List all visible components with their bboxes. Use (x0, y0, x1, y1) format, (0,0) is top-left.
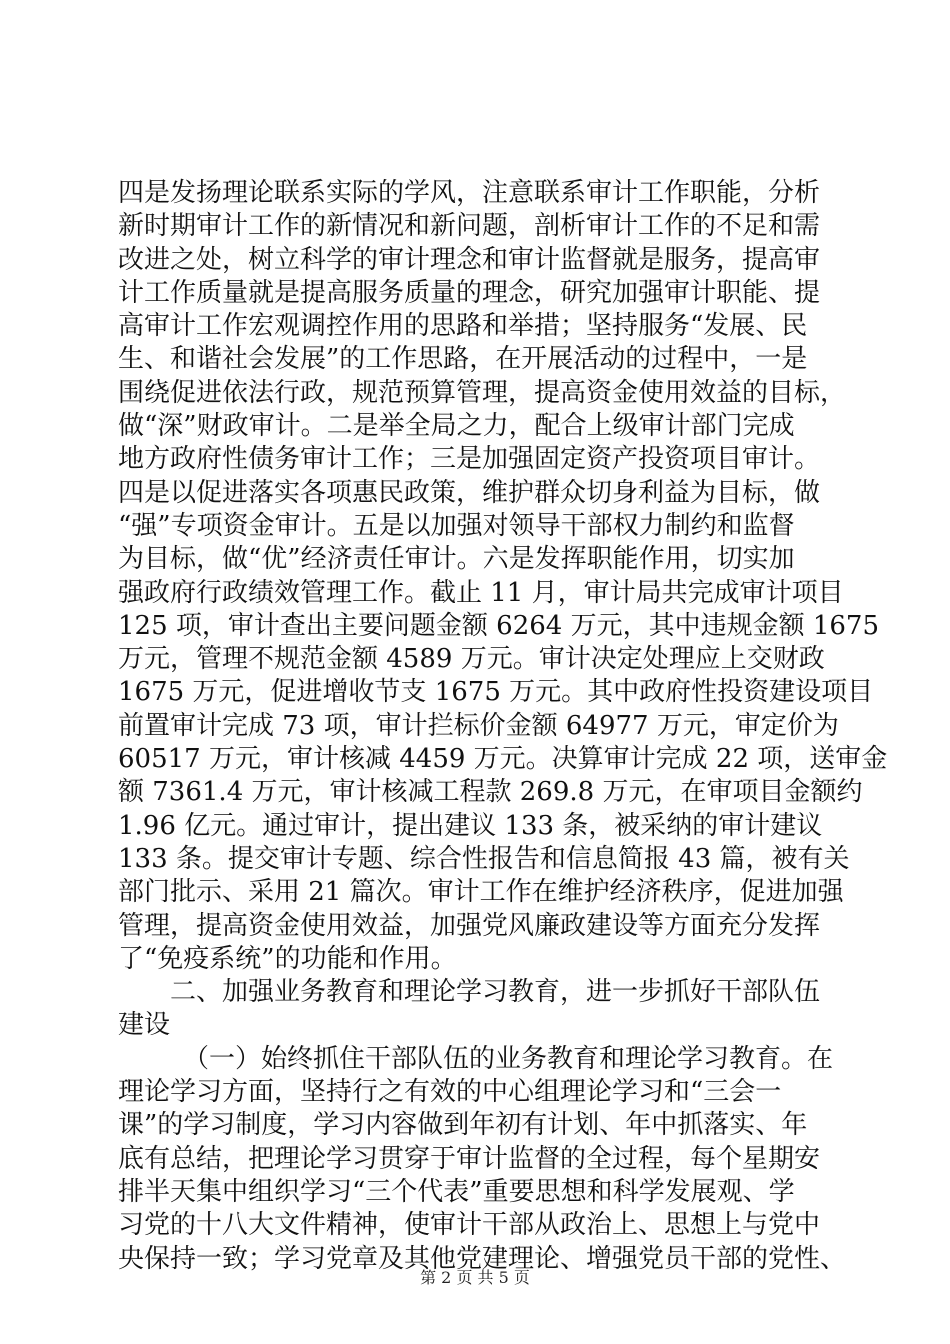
text-line: 为目标，做“优”经济责任审计。六是发挥职能作用，切实加 (118, 544, 795, 575)
text-line: 排半天集中组织学习“三个代表”重要思想和科学发展观、学 (118, 1176, 795, 1207)
body-text (118, 177, 888, 1276)
text-line: 习党的十八大文件精神，使审计干部从政治上、思想上与党中 (118, 1210, 821, 1241)
text-line: 1675 万元，促进增收节支 1675 万元。其中政府性投资建设项目 (118, 677, 874, 708)
text-line: 部门批示、采用 21 篇次。审计工作在维护经济秩序，促进加强 (118, 877, 844, 908)
text-line: 高审计工作宏观调控作用的思路和举措；坚持服务“发展、民 (118, 311, 808, 342)
text-line: 计工作质量就是提高服务质量的理念，研究加强审计职能、提 (118, 277, 821, 308)
text-line: 四是以促进落实各项惠民政策，维护群众切身利益为目标，做 (118, 477, 821, 508)
text-line: 底有总结，把理论学习贯穿于审计监督的全过程，每个星期安 (118, 1143, 821, 1174)
text-line: 四是发扬理论联系实际的学风，注意联系审计工作职能，分析 (118, 178, 821, 208)
text-line: 管理，提高资金使用效益，加强党风廉政建设等方面充分发挥 (118, 910, 821, 941)
text-line: 了“免疫系统”的功能和作用。 (118, 943, 457, 974)
text-line: 改进之处，树立科学的审计理念和审计监督就是服务，提高审 (118, 244, 821, 275)
text-line: 133 条。提交审计专题、综合性报告和信息简报 43 篇，被有关 (118, 843, 850, 874)
page-indicator: 第 2 页 共 5 页 (420, 1268, 530, 1287)
text-line: 60517 万元，审计核减 4459 万元。决算审计完成 22 项，送审金 (118, 744, 888, 775)
text-line: 理论学习方面，坚持行之有效的中心组理论学习和“三会一 (118, 1077, 782, 1108)
text-line: 新时期审计工作的新情况和新问题，剖析审计工作的不足和需 (118, 211, 821, 242)
text-line: 额 7361.4 万元，审计核减工程款 269.8 万元，在审项目金额约 (118, 777, 863, 808)
text-line: 强政府行政绩效管理工作。截止 11 月，审计局共完成审计项目 (118, 577, 844, 608)
section-heading: 二、加强业务教育和理论学习教育，进一步抓好干部队伍 (170, 977, 821, 1008)
text-line: 央保持一致；学习党章及其他党建理论、增强党员干部的党性、 (118, 1243, 847, 1274)
text-line: 地方政府性债务审计工作；三是加强固定资产投资项目审计。 (118, 444, 821, 475)
text-line: “强”专项资金审计。五是以加强对领导干部权力制约和监督 (118, 510, 795, 541)
page-footer (0, 1268, 950, 1288)
text-line: 1.96 亿元。通过审计，提出建议 133 条，被采纳的审计建议 (118, 810, 823, 841)
section-heading-continued: 建设 (118, 1010, 171, 1041)
subsection-lead-line: （一）始终抓住干部队伍的业务教育和理论学习教育。在 (183, 1043, 834, 1074)
text-line: 万元，管理不规范金额 4589 万元。审计决定处理应上交财政 (118, 644, 825, 675)
text-line: 125 项，审计查出主要问题金额 6264 万元，其中违规金额 1675 (118, 610, 880, 641)
text-line: 围绕促进依法行政，规范预算管理，提高资金使用效益的目标， (118, 377, 847, 408)
text-line: 前置审计完成 73 项，审计拦标价金额 64977 万元，审定价为 (118, 710, 839, 741)
text-line: 做“深”财政审计。二是举全局之力，配合上级审计部门完成 (118, 411, 795, 442)
text-line: 课”的学习制度，学习内容做到年初有计划、年中抓落实、年 (118, 1110, 808, 1141)
text-line: 生、和谐社会发展”的工作思路，在开展活动的过程中，一是 (118, 344, 808, 375)
